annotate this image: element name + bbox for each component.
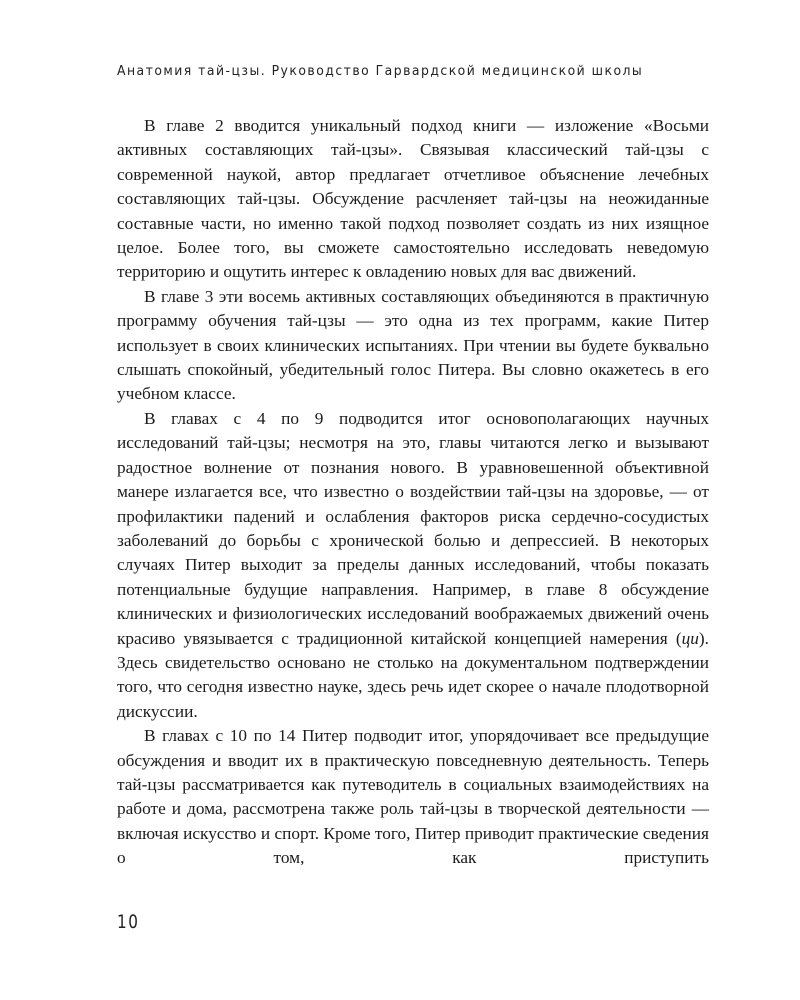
paragraph-text-tail: ). Здесь свидетельство основано не столько на документальном подтверждении того, что сегодня известно науке, здесь речь идет скорее о начале плодотворной дискуссии. [117,628,709,721]
paragraph [117,285,709,407]
main-text [117,114,709,871]
italic-term: ци [681,628,699,648]
paragraph-text: В главе 2 вводится уникальный подход книги — изложение «Восьми активных составляющих тай-цзы». Связывая классический тай-цзы с современной наукой, автор предлагает отчетливое объяснение лечебных составляющих тай-цзы. Обсуждение расчленяет тай-цзы на неожиданные составные части, но именно такой подход позволяет создать из них изящное целое. Более того, вы сможете самостоятельно исследовать неведомую территорию и ощутить интерес к овладению новых для вас движений. [117,116,709,282]
paragraph [117,114,709,285]
paragraph-text: В главах с 10 по 14 Питер подводит итог, упорядочивает все предыдущие обсуждения и вводит их в практическую повседневную деятельность. Теперь тай-цзы рассматривается как путеводитель в социальных взаимодействиях на работе и дома, рассмотрена также роль тай-цзы в творческой деятельности — включая искусство и спорт. Кроме того, Питер приводит практические сведения о том, как приступить [117,726,709,868]
paragraph [117,407,709,724]
paragraph [117,724,709,870]
paragraph-text: В главе 3 эти восемь активных составляющих объединяются в практичную программу обучения тай-цзы — это одна из тех программ, какие Питер использует в своих клинических испытаниях. При чтении вы будете буквально слышать спокойный, убедительный голос Питера. Вы словно окажетесь в его учебном классе. [117,286,709,404]
running-header: Анатомия тай-цзы. Руководство Гарвардской медицинской школы [117,63,644,79]
page-number: 10 [117,911,140,933]
paragraph-text: В главах с 4 по 9 подводится итог основополагающих научных исследований тай-цзы; несмотря на это, главы читаются легко и вызывают радостное волнение от познания нового. В уравновешенной объективной манере излагается все, что известно о воздействии тай-цзы на здоровье, — от профилактики падений и ослабления факторов риска сердечно-сосудистых заболеваний до борьбы с хронической болью и депрессией. В некоторых случаях Питер выходит за пределы данных исследований, чтобы показать потенциальные будущие направления. Например, в главе 8 обсуждение клинических и физиологических исследований воображаемых движений очень красиво увязывается с традиционной китайской концепцией намерения ( [117,408,709,648]
